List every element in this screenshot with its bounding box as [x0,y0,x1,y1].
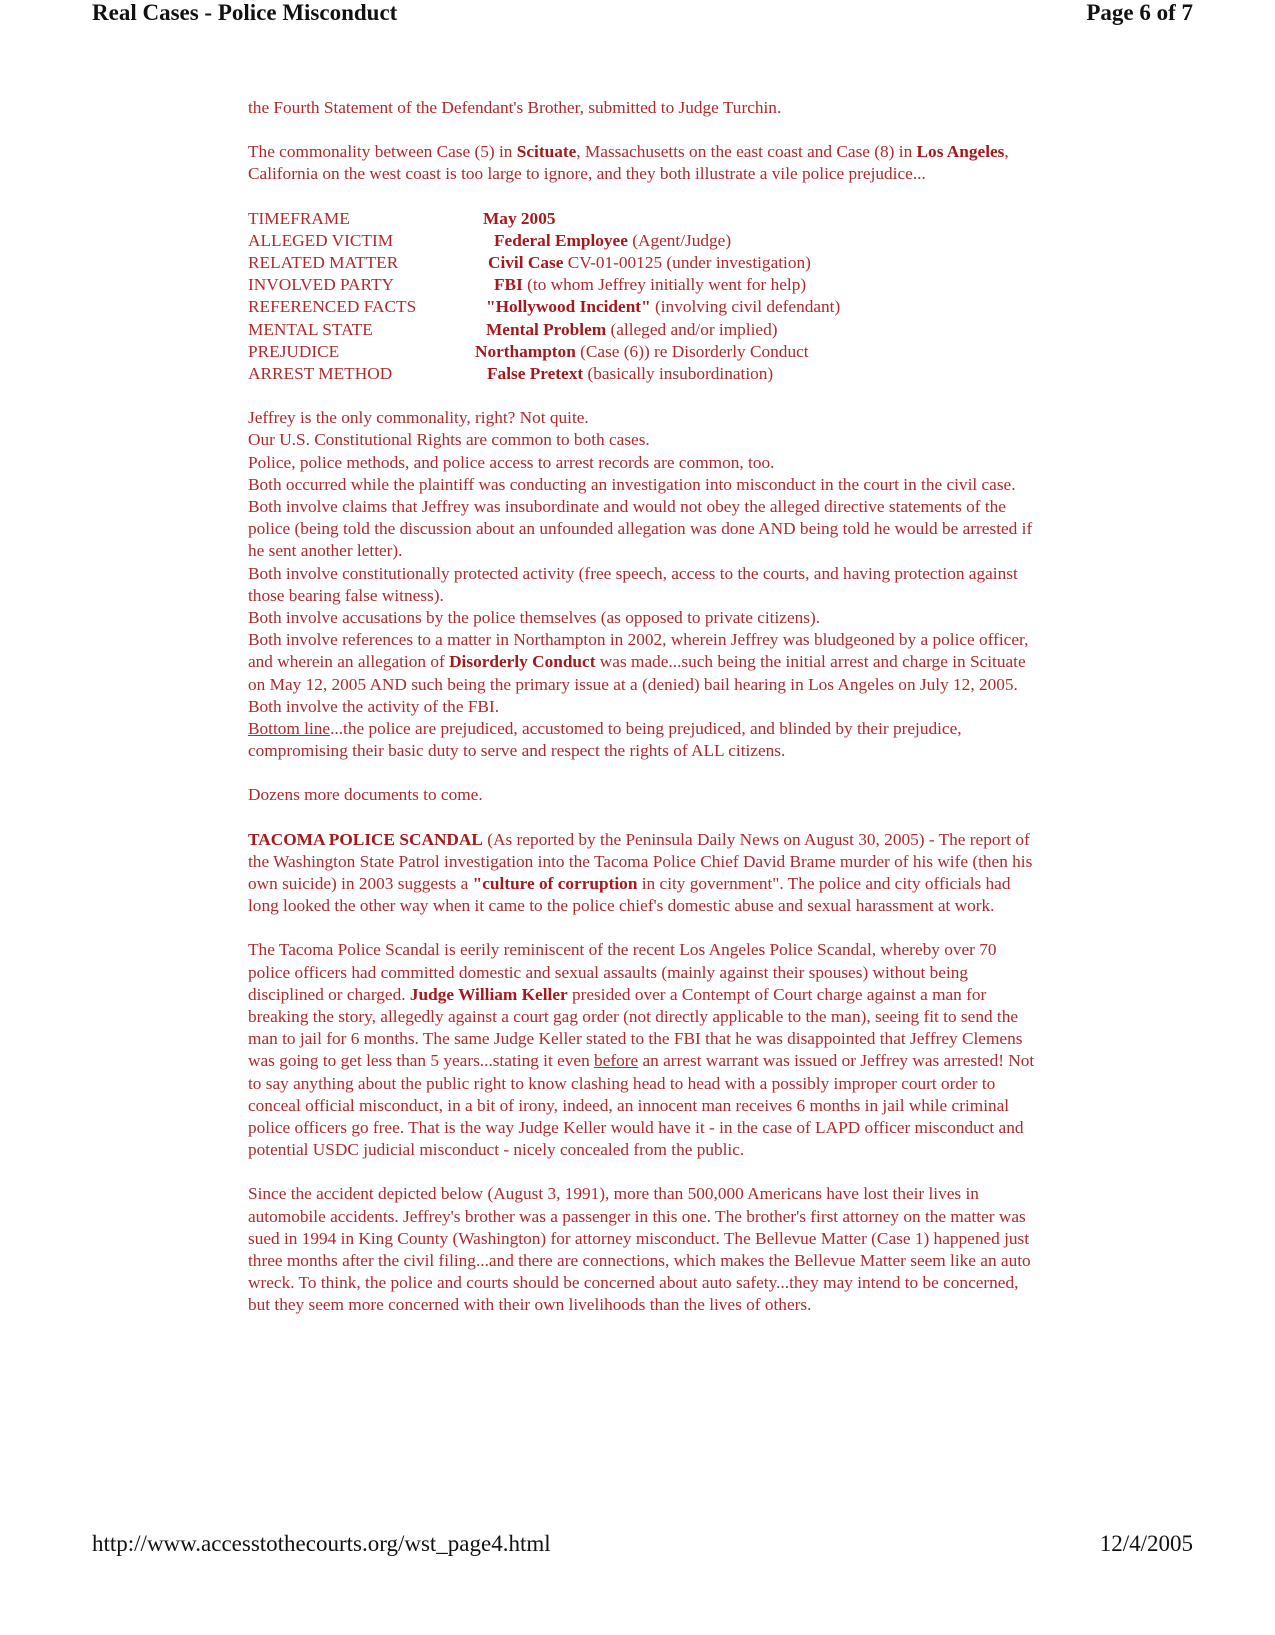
list-item: Police, police methods, and police access to arrest records are common, too. [248,452,775,472]
fact-label: REFERENCED FACTS [248,297,417,317]
fact-value: False Pretext (basically insubordination) [487,363,774,383]
commonality-paragraph: The commonality between Case (5) in Scituate, Massachusetts on the east coast and Case (8) in Los Angeles, California on the west coast is too large to ignore, and they both illustrate a vile police prejudice... [248,142,1009,184]
scandal-paragraph: The Tacoma Police Scandal is eerily reminiscent of the recent Los Angeles Police Scandal, whereby over 70 police officers had committed domestic and sexual assaults (mainly against their spouses) without being disciplined or charged. Judge William Keller presided over a Contempt of Court charge against a man for breaking the story, allegedly against a court gag order (not directly applicable to the man), seeing fit to send the man to jail for 6 months. The same Judge Keller stated to the FBI that he was disappointed that Jeffrey Clemens was going to get less than 5 years...stating it even before an arrest warrant was issued or Jeffrey was arrested! Not to say anything about the public right to know clashing head to head with a possibly improper court order to conceal official misconduct, in a bit of irony, indeed, an innocent man receives 6 months in jail while criminal police officers go free. That is the way Judge Keller would have it - in the case of LAPD officer misconduct and potential USDC judicial misconduct - nicely concealed from the public. [248,940,1035,1160]
document-body [248,97,1043,1339]
fact-value: May 2005 [483,208,556,228]
list-item: Bottom line...the police are prejudiced, accustomed to being prejudiced, and blinded by their prejudice, compromising their basic duty to serve and respect the rights of ALL citizens. [248,718,962,761]
commonality-list [248,407,1043,762]
accident-paragraph: Since the accident depicted below (August 3, 1991), more than 500,000 Americans have lost their lives in automobile accidents. Jeffrey's brother was a passenger in this one. The brother's first attorney on the matter was sued in 1994 in King County (Washington) for attorney misconduct. The Bellevue Matter (Case 1) happened just three months after the civil filing...and there are connections, which makes the Bellevue Matter seem like an auto wreck. To think, the police and courts should be concerned about auto safety...they may intend to be concerned, but they seem more concerned with their own livelihoods than the lives of others. [248,1184,1031,1315]
list-item: Both involve references to a matter in Northampton in 2002, wherein Jeffrey was bludgeoned by a police officer, and wherein an allegation of Disorderly Conduct was made...such being the initial arrest and charge in Scituate on May 12, 2005 AND such being the primary issue at a (denied) bail hearing in Los Angeles on July 12, 2005. [248,630,1029,694]
fact-label: ALLEGED VICTIM [248,230,394,250]
footer-url: http://www.accesstothecourts.org/wst_page4.html [92,1531,551,1556]
fact-value: "Hollywood Incident" (involving civil defendant) [486,297,841,317]
fact-label: RELATED MATTER [248,252,399,272]
list-item: Jeffrey is the only commonality, right? Not quite. [248,408,589,428]
fact-value: FBI (to whom Jeffrey initially went for help) [494,275,807,295]
footer-date: 12/4/2005 [1099,1531,1193,1556]
list-item: Both involve accusations by the police themselves (as opposed to private citizens). [248,607,821,627]
page-number: Page 6 of 7 [1086,0,1193,25]
bottom-line-underlined: Bottom line [248,718,331,738]
fact-label: MENTAL STATE [248,319,373,339]
fact-label: PREJUDICE [248,341,340,361]
list-item: Both involve the activity of the FBI. [248,696,500,716]
fact-label: INVOLVED PARTY [248,275,395,295]
list-item: Both involve claims that Jeffrey was insubordinate and would not obey the alleged directive statements of the police (being told the discussion about an unfounded allegation was done AND being told he would be arrested if he sent another letter). [248,496,1033,561]
fact-label: TIMEFRAME [248,208,350,228]
list-item: Both involve constitutionally protected activity (free speech, access to the courts, and having protection against those bearing false witness). [248,563,1018,605]
intro-paragraph: the Fourth Statement of the Defendant's Brother, submitted to Judge Turchin. [248,98,782,117]
tacoma-paragraph: TACOMA POLICE SCANDAL (As reported by the Peninsula Daily News on August 30, 2005) - The report of the Washington State Patrol investigation into the Tacoma Police Chief David Brame murder of his wife (then his own suicide) in 2003 suggests a "culture of corruption in city government". The police and city officials had long looked the other way when it came to the police chief's domestic abuse and sexual harassment at work. [248,829,1033,916]
list-item: Our U.S. Constitutional Rights are common to both cases. [248,430,650,450]
fact-value: Civil Case CV-01-00125 (under investigation) [488,252,811,272]
fact-value: Federal Employee (Agent/Judge) [494,230,732,250]
fact-label: ARREST METHOD [248,363,393,383]
fact-value: Mental Problem (alleged and/or implied) [486,319,778,339]
dozens-paragraph: Dozens more documents to come. [248,785,483,805]
facts-table [248,208,1043,386]
list-item: Both occurred while the plaintiff was conducting an investigation into misconduct in the court in the civil case. [248,474,1016,494]
page-header-title: Real Cases - Police Misconduct [92,0,398,25]
fact-value: Northampton (Case (6)) re Disorderly Conduct [475,341,809,361]
